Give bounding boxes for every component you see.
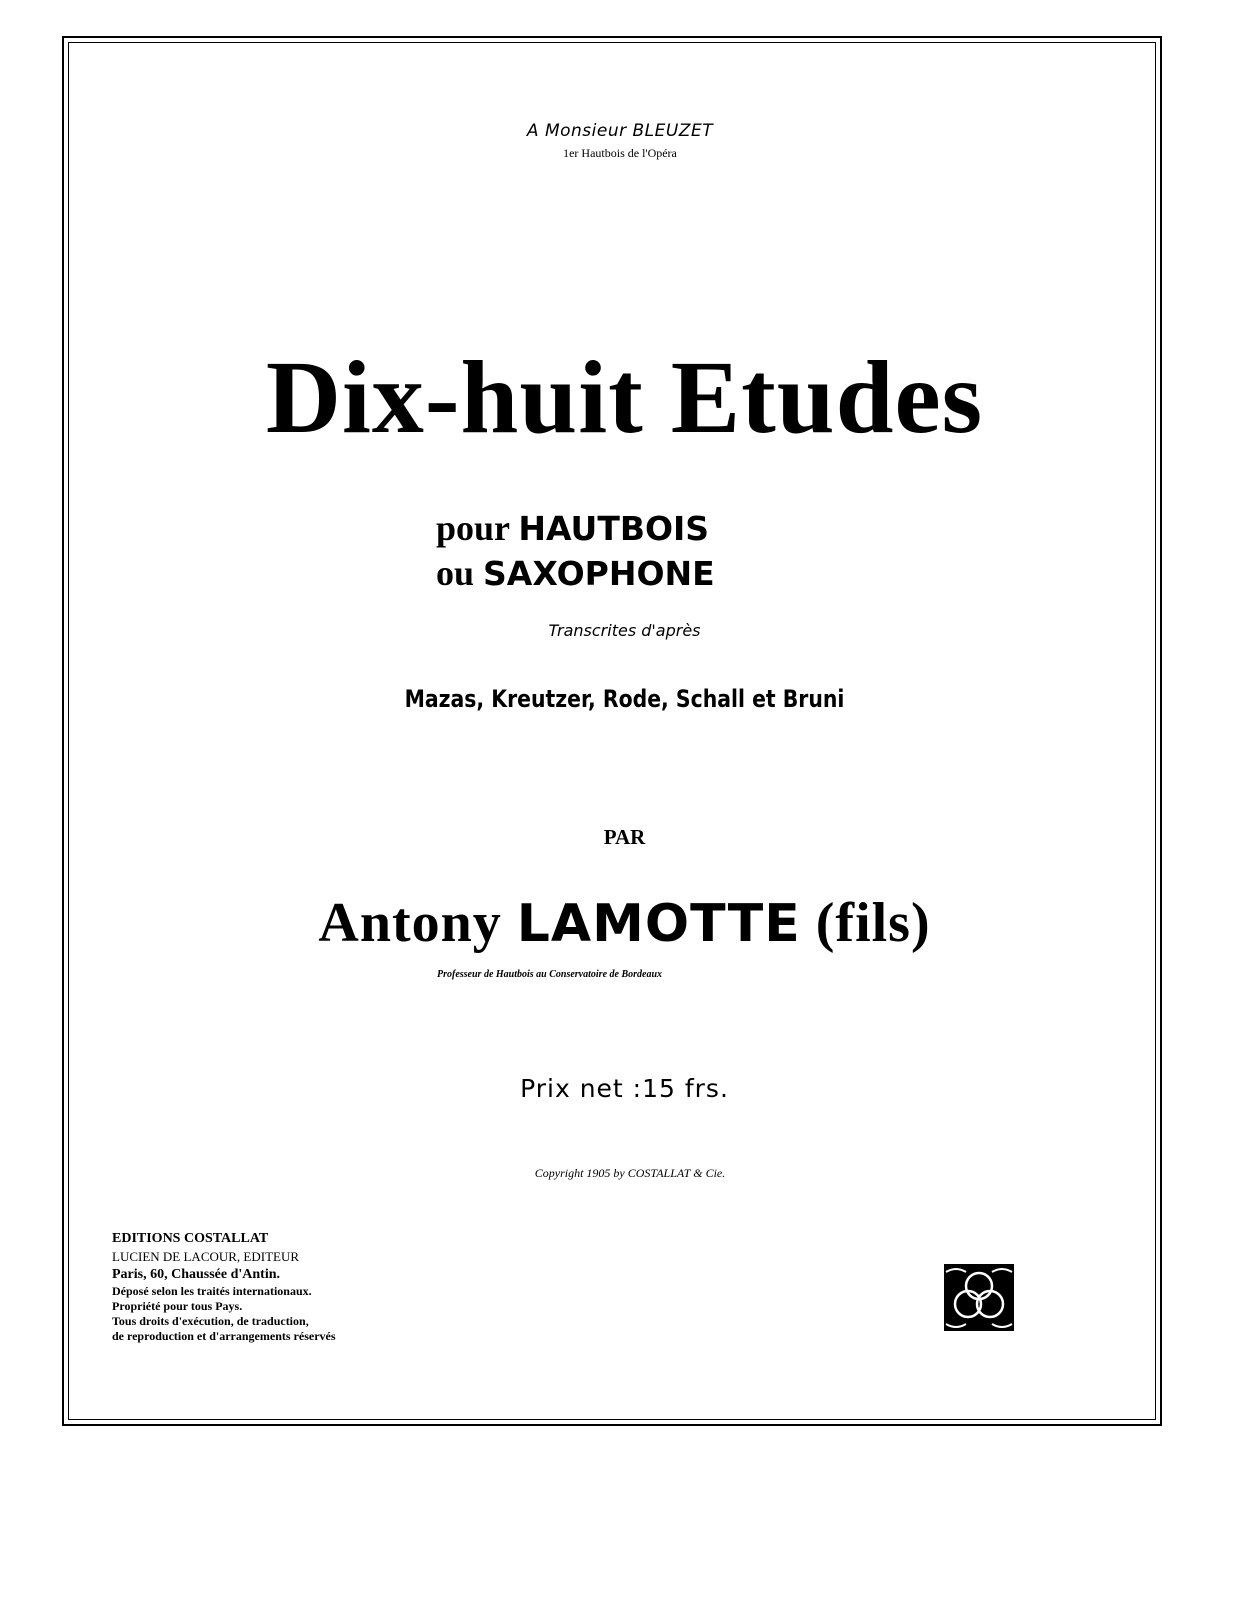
composers-list: Mazas, Kreutzer, Rode, Schall et Bruni <box>404 685 845 713</box>
instrument-saxophone: SAXOPHONE <box>483 554 715 593</box>
author-suffix: (fils) <box>815 892 931 954</box>
transcribed-note: Transcrites d'après <box>548 621 701 640</box>
author-name <box>0 891 1249 955</box>
author-first-name: Antony <box>318 892 502 954</box>
dedication-name: A Monsieur BLEUZET <box>526 121 714 141</box>
price: Prix net :15 frs. <box>520 1074 729 1103</box>
instrumentation-prefix-1: pour <box>436 508 510 548</box>
instrumentation-prefix-2: ou <box>436 553 475 593</box>
author-title: Professeur de Hautbois au Conservatoire de Bordeaux <box>437 969 663 980</box>
instrument-hautbois: HAUTBOIS <box>518 509 710 548</box>
publisher-editor: LUCIEN DE LACOUR, EDITEUR <box>112 1249 300 1264</box>
instrumentation-line-1 <box>436 506 715 551</box>
dedication-role: 1er Hautbois de l'Opéra <box>563 146 677 160</box>
publisher-note: Tous droits d'exécution, de traduction, <box>112 1314 309 1328</box>
publisher-note: de reproduction et d'arrangements réservés <box>112 1329 336 1343</box>
page-border-inner <box>68 42 1156 1420</box>
author-last-name: LAMOTTE <box>516 894 801 954</box>
page-title: Dix-huit Etudes <box>265 340 984 455</box>
instrumentation <box>436 506 715 596</box>
copyright: Copyright 1905 by COSTALLAT & Cie. <box>534 1166 726 1180</box>
publisher-block <box>112 1230 336 1344</box>
par-label: PAR <box>603 825 646 849</box>
publisher-note: Déposé selon les traités internationaux. <box>112 1284 312 1298</box>
instrumentation-line-2 <box>436 551 715 596</box>
publisher-logo-icon <box>944 1264 1014 1331</box>
publisher-name: EDITIONS COSTALLAT <box>112 1231 269 1246</box>
publisher-note: Propriété pour tous Pays. <box>112 1299 243 1313</box>
publisher-address: Paris, 60, Chaussée d'Antin. <box>112 1267 281 1282</box>
